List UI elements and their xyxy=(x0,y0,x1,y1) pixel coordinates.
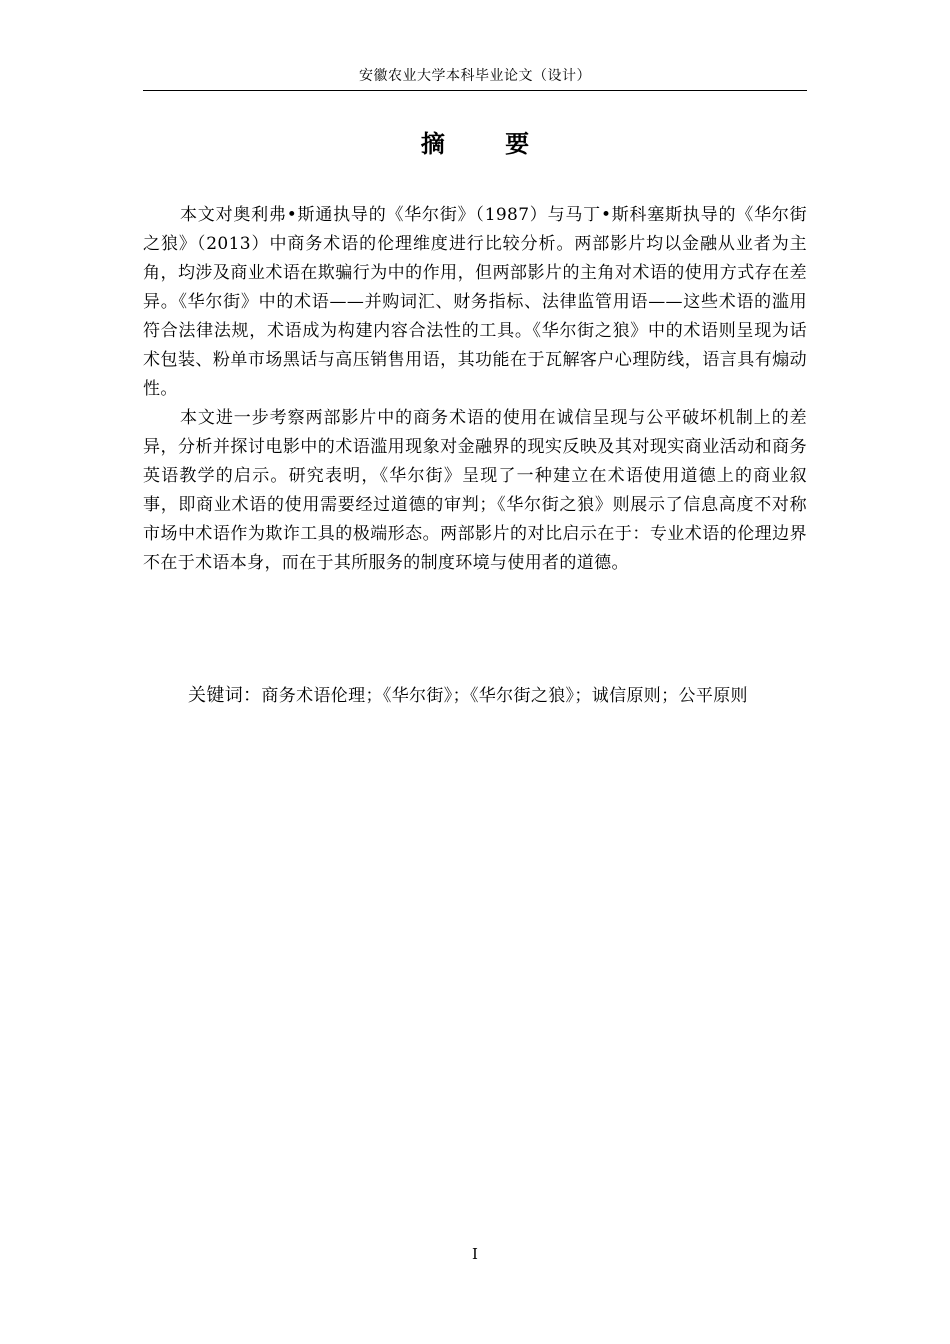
keywords-label: 关键词： xyxy=(188,685,262,706)
keywords-text: 商务术语伦理；《华尔街》；《华尔街之狼》；诚信原则；公平原则 xyxy=(261,686,748,706)
abstract-paragraph-2: 本文进一步考察两部影片中的商务术语的使用在诚信呈现与公平破坏机制上的差异，分析并探讨电影中的术语滥用现象对金融界的现实反映及其对现实商业活动和商务英语教学的启示。研究表明，《华尔街》呈现了一种建立在术语使用道德上的商业叙事，即商业术语的使用需要经过道德的审判；《华尔街之狼》则展示了信息高度不对称市场中术语作为欺诈工具的极端形态。两部影片的对比启示在于：专业术语的伦理边界不在于术语本身，而在于其所服务的制度环境与使用者的道德。 xyxy=(143,408,807,573)
keywords-section xyxy=(143,680,807,712)
page-number: I xyxy=(472,1245,478,1263)
running-header: 安徽农业大学本科毕业论文（设计） xyxy=(359,68,591,84)
abstract-body xyxy=(143,201,807,578)
abstract-paragraph-1: 本文对奥利弗•斯通执导的《华尔街》（1987）与马丁•斯科塞斯执导的《华尔街之狼》（2013）中商务术语的伦理维度进行比较分析。两部影片均以金融从业者为主角，均涉及商业术语在欺骗行为中的作用，但两部影片的主角对术语的使用方式存在差异。《华尔街》中的术语——并购词汇、财务指标、法律监管用语——这些术语的滥用符合法律法规，术语成为构建内容合法性的工具。《华尔街之狼》中的术语则呈现为话术包装、粉单市场黑话与高压销售用语，其功能在于瓦解客户心理防线，语言具有煽动性。 xyxy=(143,205,807,399)
header-divider xyxy=(143,90,807,91)
abstract-title: 摘 要 xyxy=(420,130,556,158)
